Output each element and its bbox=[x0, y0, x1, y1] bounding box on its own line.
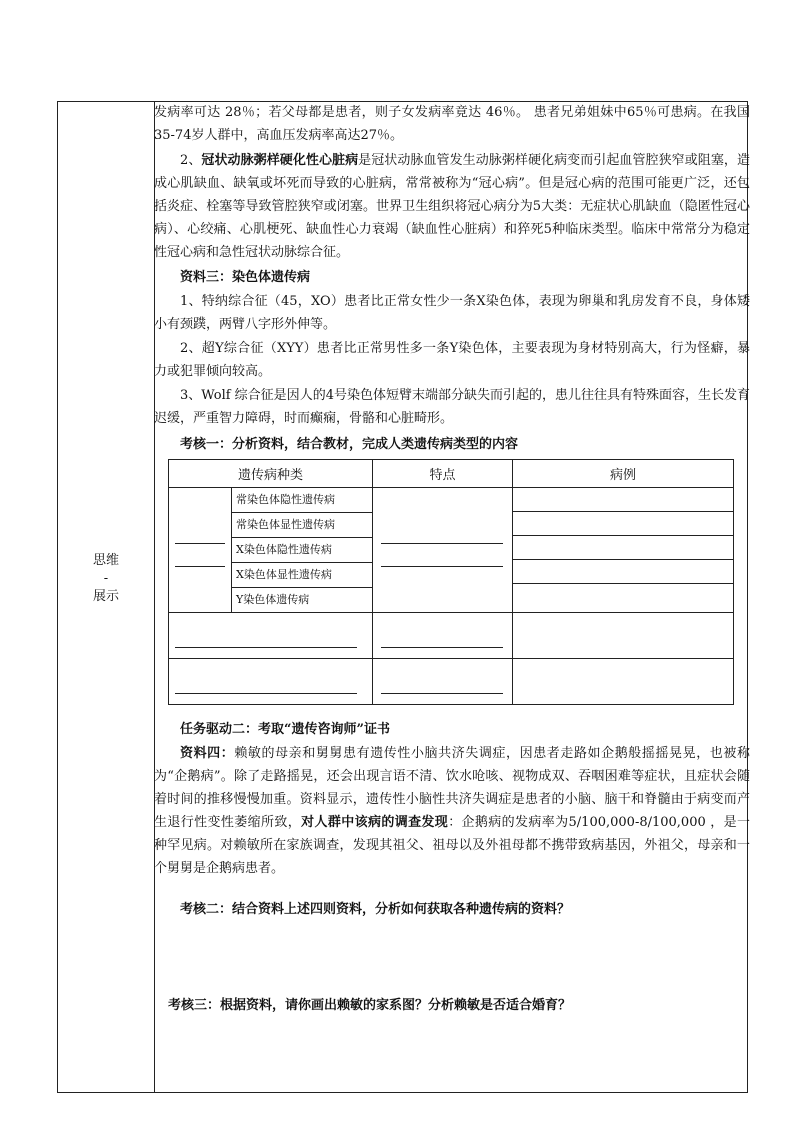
subtype-autosomal-dominant: 常染色体显性遗传病 bbox=[232, 513, 372, 538]
features-cell bbox=[373, 488, 513, 613]
section-label bbox=[58, 552, 154, 606]
category-blank-cell bbox=[169, 659, 373, 705]
paragraph-coronary bbox=[154, 149, 750, 264]
material4-bold: 对人群中该病的调查发现 bbox=[301, 815, 449, 830]
blank-line[interactable] bbox=[175, 647, 357, 648]
examples-cell[interactable] bbox=[513, 613, 734, 659]
section-label-line3: 展示 bbox=[92, 589, 119, 604]
material4-paragraph bbox=[154, 742, 750, 880]
task2-title: 任务驱动二：考取“遗传咨询师”证书 bbox=[180, 722, 390, 737]
example-line[interactable] bbox=[513, 512, 733, 536]
blank-line[interactable] bbox=[175, 529, 225, 544]
blank-line[interactable] bbox=[381, 647, 503, 648]
material4-text1: 赖敏的母亲和舅舅患有遗传性小脑共济失调症，因患者走路如企鹅般摇摇晃晃，也被称为“企鹅病”。除了走路摇晃，还会出现言语不清、饮水呛咳、视物成双、吞咽困难等症状，且症状会随着时间的推移慢慢加重。资料显示，遗传性小脑性共济失调症是患者的小脑、脑干和脊髓由于病变而产生退行性变性萎缩所致， bbox=[154, 746, 750, 830]
subtype-list bbox=[232, 488, 373, 613]
category-blank-cell bbox=[169, 488, 232, 613]
material3-item3: 3、Wolf 综合征是因人的4号染色体短臂末端部分缺失而引起的，患儿往往具有特殊面容，生长发育迟缓，严重智力障碍，时而癫痫，骨骼和心脏畸形。 bbox=[154, 388, 750, 426]
material4-label: 资料四： bbox=[180, 746, 235, 761]
examples-cell bbox=[513, 488, 734, 613]
subtype-x-dominant: X染色体显性遗传病 bbox=[232, 563, 372, 588]
section-label-line2: - bbox=[103, 571, 109, 586]
blank-line[interactable] bbox=[381, 693, 503, 694]
disease-type-table bbox=[168, 459, 734, 705]
blank-line[interactable] bbox=[175, 552, 225, 567]
header-disease-type: 遗传病种类 bbox=[169, 460, 373, 488]
assessment2-question: 考核二：结合资料上述四则资料，分析如何获取各种遗传病的资料？ bbox=[180, 902, 571, 917]
examples-cell[interactable] bbox=[513, 659, 734, 705]
subtype-x-recessive: X染色体隐性遗传病 bbox=[232, 538, 372, 563]
material3-item1: 1、特纳综合征（45，XO）患者比正常女性少一条X染色体，表现为卵巢和乳房发育不良，身体矮小有颈蹼，两臂八字形外伸等。 bbox=[154, 294, 750, 332]
header-examples: 病例 bbox=[513, 460, 734, 488]
blank-line[interactable] bbox=[381, 552, 503, 567]
coronary-description: 是冠状动脉血管发生动脉粥样硬化病变而引起血管腔狭窄或阻塞，造成心肌缺血、缺氧或坏死而导致的心脏病，常常被称为“冠心病”。但是冠心病的范围可能更广泛，还包括炎症、栓塞等导致管腔狭窄或闭塞。世界卫生组织将冠心病分为5大类：无症状心肌缺血（隐匿性冠心病）、心绞痛、心肌梗死、缺血性心力衰竭（缺血性心脏病）和猝死5种临床类型。临床中常常分为稳定性冠心病和急性冠状动脉综合征。 bbox=[154, 153, 750, 260]
term-coronary: 冠状动脉粥样硬化性心脏病 bbox=[201, 153, 359, 168]
blank-line[interactable] bbox=[381, 529, 503, 544]
subtype-autosomal-recessive: 常染色体隐性遗传病 bbox=[232, 488, 372, 513]
header-features: 特点 bbox=[373, 460, 513, 488]
paragraph-hypertension: 发病率可达 28％；若父母都是患者，则子女发病率竟达 46％。 患者兄弟姐妹中65％可患病。在我国35-74岁人群中，高血压发病率高达27％。 bbox=[154, 105, 750, 143]
subtype-y-linked: Y染色体遗传病 bbox=[236, 593, 310, 606]
material3-item2: 2、超Y综合征（XYY）患者比正常男性多一条Y染色体，主要表现为身材特别高大，行为怪癖，暴力或犯罪倾向较高。 bbox=[154, 341, 750, 379]
example-line[interactable] bbox=[513, 488, 733, 512]
example-line[interactable] bbox=[513, 536, 733, 560]
blank-line[interactable] bbox=[175, 693, 357, 694]
features-cell bbox=[373, 613, 513, 659]
section-label-line1: 思维 bbox=[92, 553, 119, 568]
item-number: 2、 bbox=[180, 153, 202, 168]
category-blank-cell bbox=[169, 613, 373, 659]
example-line[interactable] bbox=[513, 584, 733, 606]
material4-text2: ：企鹅病的发病率为5/100,000-8/100,000 ，是一种罕见病。对赖敏所在家族调查，发现其祖父、祖母以及外祖母都不携带致病基因，外祖父，母亲和一个舅舅是企鹅病患者。 bbox=[154, 815, 750, 876]
material3-title: 资料三：染色体遗传病 bbox=[180, 270, 311, 285]
features-cell bbox=[373, 659, 513, 705]
assessment3-question: 考核三：根据资料，请你画出赖敏的家系图？分析赖敏是否适合婚育？ bbox=[168, 998, 572, 1013]
assessment1-heading: 考核一：分析资料，结合教材，完成人类遗传病类型的内容 bbox=[180, 437, 519, 452]
example-line[interactable] bbox=[513, 560, 733, 584]
